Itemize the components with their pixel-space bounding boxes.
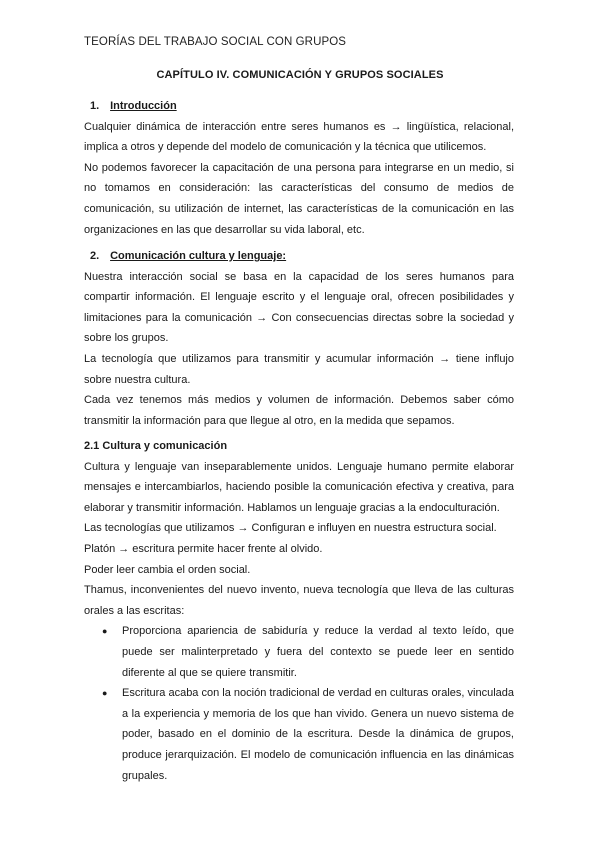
section-2-title: Comunicación cultura y lenguaje: [110,250,287,262]
section-2-1-paragraph-3: Platón → escritura permite hacer frente al olvido. [84,542,323,555]
list-item-text: Proporciona apariencia de sabiduría y reduce la verdad al texto leído, que puede ser malinterpretado y fuera del contexto se puede leer en sentido diferente al que se quiere transmitir. [122,625,514,679]
section-2-1-title: 2.1 Cultura y comunicación [84,440,228,452]
section-2-number: 2. [90,250,100,262]
bullet-list [84,621,514,786]
section-1-number: 1. [90,100,100,112]
section-1-paragraph-2: No podemos favorecer la capacitación de una persona para integrarse en un medio, si no tomamos en consideración: las características del consumo de medios de comunicación, su utilización de internet, las características de la comunicación en las organizaciones en las que desarrollar su vida laboral, etc. [84,161,514,236]
section-1-title: Introducción [110,100,177,112]
list-item-text: Escritura acaba con la noción tradicional de verdad en culturas orales, vinculada a la experiencia y memoria de los que han vivido. Genera un nuevo sistema de poder, basado en el dominio de la escritura. Desde la dinámica de grupos, produce jerarquización. El modelo de comunicación influencia en las dinámicas grupales. [122,687,514,782]
section-2-1-paragraph-1: Cultura y lenguaje van inseparablemente unidos. Lenguaje humano permite elaborar mensajes e intercambiarlos, haciendo posible la comunicación efectiva y creativa, para elaborar y transmitir información. Hablamos un lenguaje gracias a la endoculturación. [84,460,514,514]
section-2-1-paragraph-2: Las tecnologías que utilizamos → Configuran e influyen en nuestra estructura social. [84,522,497,535]
section-2 [84,246,514,431]
running-header: TEORÍAS DEL TRABAJO SOCIAL CON GRUPOS [84,36,347,48]
section-2-paragraph-1: Nuestra interacción social se basa en la capacidad de los seres humanos para compartir información. El lenguaje escrito y el lenguaje oral, ofrecen posibilidades y limitaciones para la comunicación → Con consecuencias directas sobre la sociedad y sobre los grupos. [84,270,514,345]
list-item [84,621,514,683]
section-1-heading [84,96,514,117]
section-2-1 [84,436,514,786]
bullet-icon: ● [102,626,108,637]
section-2-heading [84,246,514,267]
bullet-icon: ● [102,688,108,699]
chapter-title: CAPÍTULO IV. COMUNICACIÓN Y GRUPOS SOCIALES [156,69,444,81]
section-2-1-paragraph-4: Poder leer cambia el orden social. [84,563,251,576]
section-2-paragraph-2: La tecnología que utilizamos para transmitir y acumular información → tiene influjo sobre nuestra cultura. [84,352,514,386]
section-1 [84,96,514,240]
section-2-1-paragraph-5: Thamus, inconvenientes del nuevo invento, nueva tecnología que lleva de las culturas orales a las escritas: [84,584,514,617]
section-2-paragraph-3: Cada vez tenemos más medios y volumen de información. Debemos saber cómo transmitir la información para que llegue al otro, en la medida que sepamos. [84,394,514,427]
list-item [84,683,514,786]
section-1-paragraph-1: Cualquier dinámica de interacción entre seres humanos es → lingüística, relacional, implica a otros y depende del modelo de comunicación y la técnica que utilicemos. [84,120,514,154]
